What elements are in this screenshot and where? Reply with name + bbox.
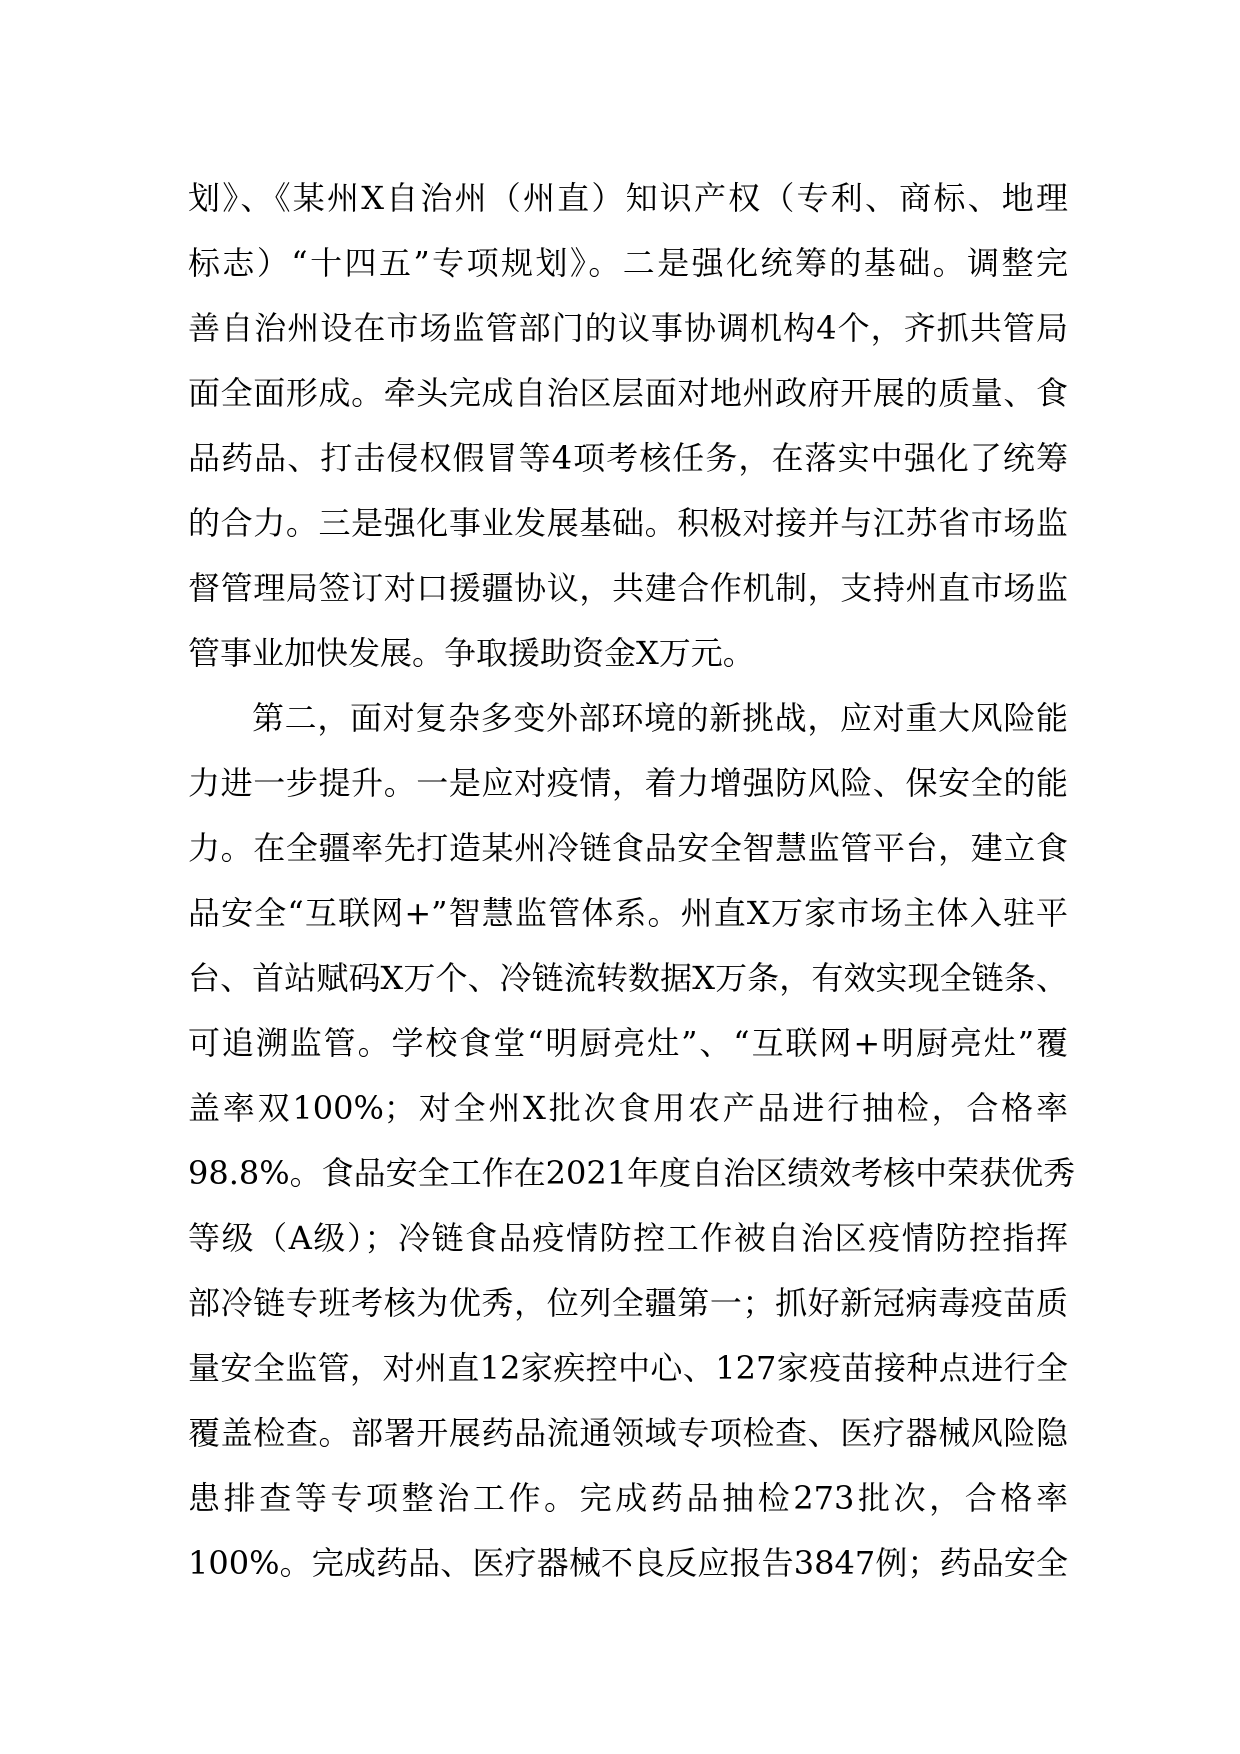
text-line: 台、首站赋码X万个、冷链流转数据X万条，有效实现全链条、 bbox=[188, 959, 1068, 997]
text-line: 面全面形成。牵头完成自治区层面对地州政府开展的质量、食 bbox=[188, 374, 1068, 412]
text-line: 覆盖检查。部署开展药品流通领域专项检查、医疗器械风险隐 bbox=[188, 1414, 1068, 1452]
text-line: 量安全监管，对州直12家疾控中心、127家疫苗接种点进行全 bbox=[188, 1349, 1068, 1387]
text-line: 盖率双100%；对全州X批次食用农产品进行抽检，合格率 bbox=[188, 1089, 1068, 1127]
text-line: 的合力。三是强化事业发展基础。积极对接并与江苏省市场监 bbox=[188, 504, 1068, 542]
body-text bbox=[188, 166, 1076, 1596]
text-line: 力进一步提升。一是应对疫情，着力增强防风险、保安全的能 bbox=[188, 764, 1068, 802]
text-line: 品药品、打击侵权假冒等4项考核任务，在落实中强化了统筹 bbox=[188, 439, 1068, 477]
text-line: 力。在全疆率先打造某州冷链食品安全智慧监管平台，建立食 bbox=[188, 829, 1068, 867]
text-line: 98.8%。食品安全工作在2021年度自治区绩效考核中荣获优秀 bbox=[188, 1154, 1076, 1192]
text-line: 善自治州设在市场监管部门的议事协调机构4个，齐抓共管局 bbox=[188, 309, 1068, 347]
text-line: 100%。完成药品、医疗器械不良反应报告3847例；药品安全 bbox=[188, 1544, 1068, 1582]
text-line: 品安全“互联网+”智慧监管体系。州直X万家市场主体入驻平 bbox=[188, 894, 1068, 932]
text-line: 督管理局签订对口援疆协议，共建合作机制，支持州直市场监 bbox=[188, 569, 1068, 607]
text-line: 第二，面对复杂多变外部环境的新挑战，应对重大风险能 bbox=[252, 699, 1068, 737]
text-line: 标志）“十四五”专项规划》。二是强化统筹的基础。调整完 bbox=[188, 244, 1068, 282]
text-line: 部冷链专班考核为优秀，位列全疆第一；抓好新冠病毒疫苗质 bbox=[188, 1284, 1068, 1322]
text-line: 划》、《某州X自治州（州直）知识产权（专利、商标、地理 bbox=[188, 179, 1068, 217]
text-line: 管事业加快发展。争取援助资金X万元。 bbox=[188, 634, 755, 672]
text-line: 可追溯监管。学校食堂“明厨亮灶”、“互联网+明厨亮灶”覆 bbox=[188, 1024, 1068, 1062]
text-line: 等级（A级）；冷链食品疫情防控工作被自治区疫情防控指挥 bbox=[188, 1219, 1068, 1257]
text-line: 患排查等专项整治工作。完成药品抽检273批次，合格率 bbox=[188, 1479, 1068, 1517]
